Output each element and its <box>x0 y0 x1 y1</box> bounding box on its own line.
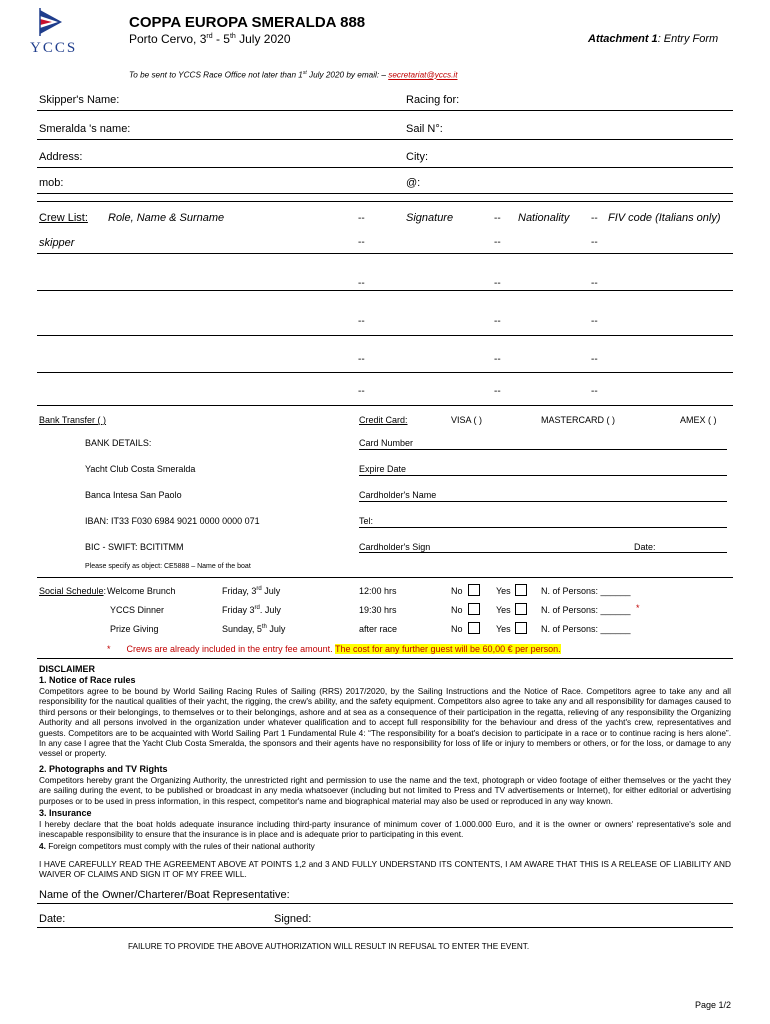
crew-dash: -- <box>494 213 501 224</box>
asterisk: * <box>636 603 640 613</box>
role-header: Role, Name & Surname <box>108 212 225 224</box>
notice-text: Competitors agree to be bound by World Sailing Racing Rules of Sailing (RRS) 2017/2020, by the Sailing Instructions and the Notice of Race. Competitors agree to take any and all responsibility for the nautical qualities of their yacht, the rigging, the crew's ability, and the safety equipment. Competitors also agree to take any and all responsibility for damages caused to third persons or their belongings, to themselves or to their belongings, ashore and at sea as a consequence of their participation in the regatta, relieving of any responsibility the Organizing Authority and all persons involved in the organization under whatever qualification and to accept full responsibility for the behaviour and dress of the yacht's crew, representatives and guests. Competitors are to be acquainted with World Sailing Part 1 Fundamental Rule 4: “The responsibility for a boat's decision to participate in a race or to continue racing is hers alone”. In any case I agree that the Yacht Club Costa Smeralda, the sponsors and their agents have no responsibility for loss of life or injury to members or others, or for the loss, or damage to any vessel or property. <box>39 686 731 759</box>
page-number: Page 1/2 <box>695 1000 732 1010</box>
credit-card-label: Credit Card: <box>359 415 408 425</box>
iban: IBAN: IT33 F030 6984 9021 0000 0000 071 <box>85 516 260 526</box>
smeralda-name-label: Smeralda 's name: <box>39 123 131 135</box>
card-number-field[interactable] <box>359 449 727 450</box>
acknowledgement: I HAVE CAREFULLY READ THE AGREEMENT ABOVE AT POINTS 1,2 and 3 AND FULLY UNDERSTAND ITS CONTENTS, I AM AWARE THAT THIS IS A RELEASE OF LIABILITY AND WAIVER OF CLAIMS AND SIGN IT OF MY FREE WILL. <box>39 859 731 880</box>
bank-transfer-option[interactable]: Bank Transfer ( ) <box>39 415 107 425</box>
mob-label: mob: <box>39 177 64 189</box>
section-divider <box>37 577 733 578</box>
signature-header: Signature <box>406 212 454 224</box>
owner-label: Name of the Owner/Charterer/Boat Representative: <box>39 889 290 901</box>
cardholder-sign-field[interactable] <box>359 552 727 553</box>
foreign-note: 4. Foreign competitors must comply with the rules of their national authority <box>39 841 315 851</box>
skipper-line[interactable] <box>37 110 733 111</box>
bic: BIC - SWIFT: BCITITMM <box>85 542 184 552</box>
email-link[interactable]: secretariat@yccs.it <box>388 70 458 80</box>
first-role: skipper <box>39 237 75 249</box>
mob-line[interactable] <box>37 193 733 194</box>
event-dates: Porto Cervo, 3rd - 5th July 2020 <box>129 32 291 46</box>
send-note: To be sent to YCCS Race Office not later than 1st July 2020 by email: – secretariat@yccs.it <box>129 70 458 80</box>
amex-option[interactable]: AMEX ( ) <box>680 415 717 425</box>
welcome-brunch-no-checkbox[interactable] <box>468 584 480 596</box>
photo-title: 2. Photographs and TV Rights <box>39 764 168 774</box>
failure-notice: FAILURE TO PROVIDE THE ABOVE AUTHORIZATION WILL RESULT IN REFUSAL TO ENTER THE EVENT. <box>128 942 530 951</box>
crew-list-title: Crew List: <box>39 212 88 224</box>
bank-details-label: BANK DETAILS: <box>85 438 152 448</box>
owner-field[interactable] <box>37 903 733 904</box>
section-divider <box>37 658 733 659</box>
yccs-logo <box>30 6 86 58</box>
expire-date-label: Expire Date <box>359 464 407 474</box>
prize-giving-no-checkbox[interactable] <box>468 622 480 634</box>
cardholder-name-field[interactable] <box>359 501 727 502</box>
photo-text: Competitors hereby grant the Organizing Authority, the unrestricted right and permission to use the name and the text, photograph or video footage of either themselves or the yacht they are sailing during the event, to be published or broadcast in any media whatsoever (including but not limited to Press and TV advertisements or Internet), for either editorial or advertising purposes or to be used in press information, in this respect, competitor's name and biographical material may also be used or reproduced in any way known. <box>39 775 731 806</box>
smeralda-line[interactable] <box>37 139 733 140</box>
tel-label: Tel: <box>359 516 374 526</box>
crew-dash: -- <box>358 213 365 224</box>
mastercard-option[interactable]: MASTERCARD ( ) <box>541 415 615 425</box>
persons-field[interactable]: N. of Persons: ______ <box>541 586 631 596</box>
attachment-label: Attachment 1: Entry Form <box>588 33 719 45</box>
prize-giving-yes-checkbox[interactable] <box>515 622 527 634</box>
cardholder-name-label: Cardholder's Name <box>359 490 437 500</box>
insurance-title: 3. Insurance <box>39 808 92 818</box>
card-number-label: Card Number <box>359 438 414 448</box>
yccs-dinner-yes-checkbox[interactable] <box>515 603 527 615</box>
logo-text: YCCS <box>30 40 78 56</box>
disclaimer-title: DISCLAIMER <box>39 664 95 674</box>
bank-account-name: Yacht Club Costa Smeralda <box>85 464 196 474</box>
tel-field[interactable] <box>359 527 727 528</box>
date-label: Date: <box>634 542 656 552</box>
crew-dash: -- <box>591 213 598 224</box>
footer-date-label: Date: <box>39 913 66 925</box>
signed-label: Signed: <box>274 913 312 925</box>
skipper-label: Skipper's Name: <box>39 94 120 106</box>
cardholder-sign-label: Cardholder's Sign <box>359 542 431 552</box>
social-schedule-label: Social Schedule: <box>39 586 107 596</box>
persons-field[interactable]: N. of Persons: ______ <box>541 605 631 615</box>
welcome-brunch-yes-checkbox[interactable] <box>515 584 527 596</box>
expire-date-field[interactable] <box>359 475 727 476</box>
notice-title: 1. Notice of Race rules <box>39 675 136 685</box>
fiv-header: FIV code (Italians only) <box>608 212 721 224</box>
object-note: Please specify as object: CE5888 – Name of the boat <box>85 563 251 570</box>
persons-field[interactable]: N. of Persons: ______ <box>541 624 631 634</box>
section-divider <box>37 201 733 202</box>
racing-for-label: Racing for: <box>406 94 460 106</box>
burgee-icon <box>30 6 86 42</box>
nationality-header: Nationality <box>518 212 570 224</box>
city-label: City: <box>406 151 428 163</box>
signature-field[interactable] <box>37 927 733 928</box>
insurance-text: I hereby declare that the boat holds adequate insurance including third-party insurance of minimum cover of 1.000.000 Euro, and it is the owner or owners' representative's sole and inescapable responsibility to ensure that the insurance is in place and is adequate prior to participating in this event. <box>39 819 731 840</box>
sail-no-label: Sail N°: <box>406 123 443 135</box>
address-label: Address: <box>39 151 83 163</box>
guest-cost-note: * Crews are already included in the entry fee amount. The cost for any further guest will be 60,00 € per person. <box>107 644 561 654</box>
address-line[interactable] <box>37 167 733 168</box>
email-label: @: <box>406 177 421 189</box>
bank-name: Banca Intesa San Paolo <box>85 490 182 500</box>
visa-option[interactable]: VISA ( ) <box>451 415 483 425</box>
page-title: COPPA EUROPA SMERALDA 888 <box>129 14 366 31</box>
yccs-dinner-no-checkbox[interactable] <box>468 603 480 615</box>
